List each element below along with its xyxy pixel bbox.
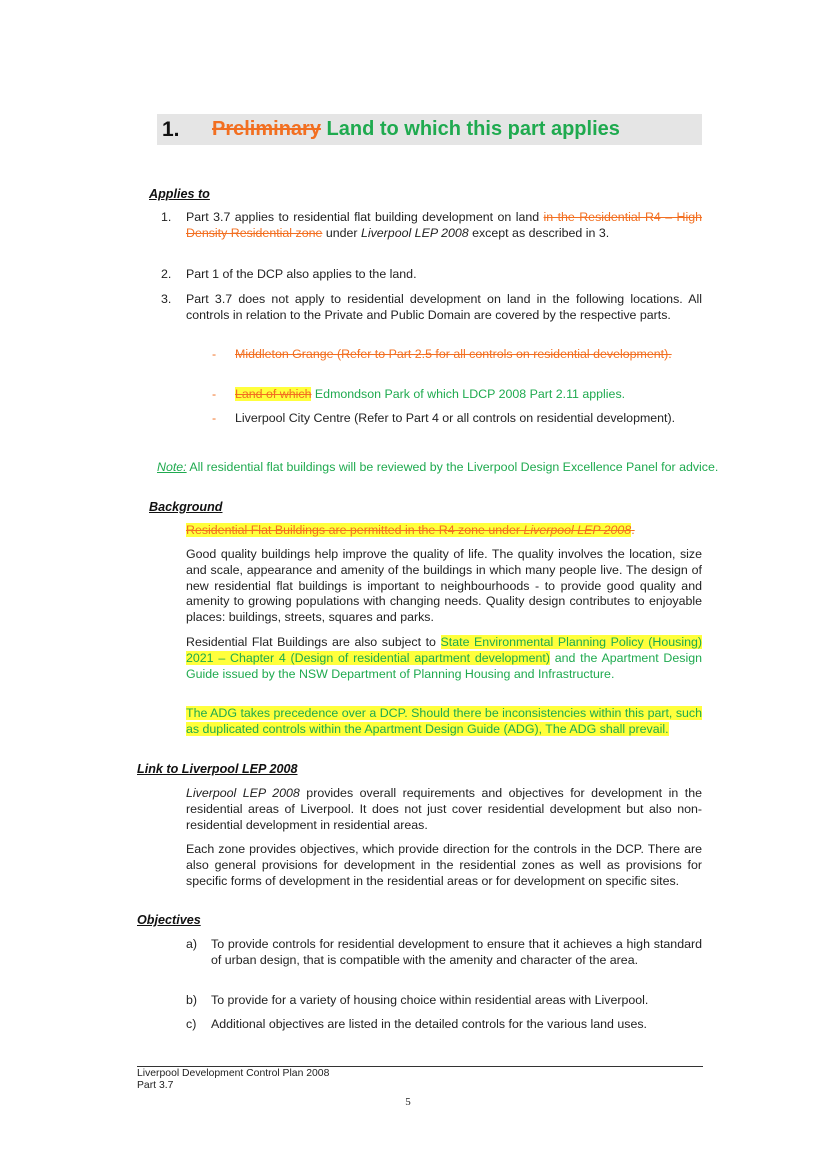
list-marker: a) bbox=[186, 937, 198, 951]
note bbox=[157, 460, 738, 476]
objective-a: a) To provide controls for residential development to ensure that it achieves a high standard of urban design, that is compatible with the amenity and character of the area. bbox=[186, 937, 702, 967]
note-text: All residential flat buildings will be reviewed by the Liverpool Design Excellence Panel for advice. bbox=[186, 460, 719, 474]
list-marker: b) bbox=[186, 993, 198, 1007]
background-title: Background bbox=[149, 500, 223, 514]
deleted-text: Middleton Grange (Refer to Part 2.5 for all controls on residential development). bbox=[235, 347, 672, 361]
list-marker: 2. bbox=[161, 267, 172, 281]
applies-item-3: 3. Part 3.7 does not apply to residential development on land in the following locations. All controls in relation to the Private and Public Domain are covered by the respective parts. bbox=[161, 292, 702, 322]
highlighted-inserted-text: State Environmental Planning Policy (Housing) 2021 – Chapter 4 (Design of residential apartment development) bbox=[186, 635, 702, 665]
objectives-title: Objectives bbox=[137, 913, 201, 927]
background-para-2: Residential Flat Buildings are also subject to State Environmental Planning Policy (Housing) 2021 – Chapter 4 (Design of residential apartment development) and the Apartment Design Guide issued by the NSW Department of Planning Housing and Infrastructure. bbox=[186, 635, 702, 681]
page-number: 5 bbox=[405, 1096, 411, 1108]
background-deleted-para: Residential Flat Buildings are permitted in the R4 zone under Liverpool LEP 2008. bbox=[186, 523, 635, 537]
heading-text bbox=[212, 114, 620, 145]
applies-subitem-1 bbox=[212, 347, 702, 363]
list-marker: c) bbox=[186, 1017, 197, 1031]
link-title: Link to Liverpool LEP 2008 bbox=[137, 762, 298, 776]
applies-item-2: 2. Part 1 of the DCP also applies to the land. bbox=[161, 267, 417, 281]
applies-to-title: Applies to bbox=[149, 187, 210, 201]
footer-line-2: Part 3.7 bbox=[137, 1080, 174, 1092]
dash-marker: - bbox=[212, 387, 217, 401]
background-para-1: Good quality buildings help improve the quality of life. The quality involves the location, size and scale, appearance and amenity of the buildings in which many people live. The design of new residential flat buildings is important to neighbourhoods - to provide good quality and amenity to growing populations with changing needs. Quality design contributes to enjoyable places: buildings, streets, squares and parks. bbox=[186, 547, 702, 625]
inserted-text: Edmondson Park of which LDCP 2008 Part 2.11 applies. bbox=[311, 387, 626, 401]
heading-inserted-text: Land to which this part applies bbox=[326, 118, 620, 140]
heading-deleted-text: Preliminary bbox=[212, 118, 321, 140]
background-para-3 bbox=[186, 706, 702, 738]
link-para-2: Each zone provides objectives, which provide direction for the controls in the DCP. There are also general provisions for development in the residential zones as well as provisions for specific forms of development in the residential areas or for development on specific sites. bbox=[186, 842, 702, 888]
footer-divider bbox=[137, 1066, 703, 1067]
applies-item-1: 1. Part 3.7 applies to residential flat building development on land in the Residential R4 – High Density Residential zone under Liverpool LEP 2008 except as described in 3. bbox=[161, 210, 702, 240]
applies-subitem-2 bbox=[212, 387, 702, 403]
objective-c: c) Additional objectives are listed in the detailed controls for the various land uses. bbox=[186, 1017, 647, 1031]
objective-b: b) To provide for a variety of housing choice within residential areas with Liverpool. bbox=[186, 993, 649, 1007]
dash-marker: - bbox=[212, 411, 217, 425]
deleted-text: in the Residential R4 – High Density Residential zone bbox=[186, 210, 702, 240]
footer bbox=[137, 1068, 329, 1093]
highlighted-deleted-text: Land of which bbox=[235, 387, 312, 401]
footer-line-1: Liverpool Development Control Plan 2008 bbox=[137, 1068, 330, 1079]
applies-subitem-3: - Liverpool City Centre (Refer to Part 4 or all controls on residential development). bbox=[212, 411, 676, 425]
section-heading bbox=[157, 114, 702, 145]
dash-marker: - bbox=[212, 347, 217, 361]
heading-number: 1. bbox=[162, 118, 180, 141]
list-marker: 3. bbox=[161, 292, 172, 306]
link-para-1: Liverpool LEP 2008 provides overall requirements and objectives for development in the residential areas of Liverpool. It does not just cover residential development but also non-residential development in residential areas. bbox=[186, 786, 702, 832]
note-label: Note: bbox=[157, 460, 187, 474]
list-marker: 1. bbox=[161, 210, 172, 224]
highlighted-inserted-text: The ADG takes precedence over a DCP. Should there be inconsistencies within this part, such as duplicated controls within the Apartment Design Guide (ADG), The ADG shall prevail. bbox=[186, 706, 702, 736]
